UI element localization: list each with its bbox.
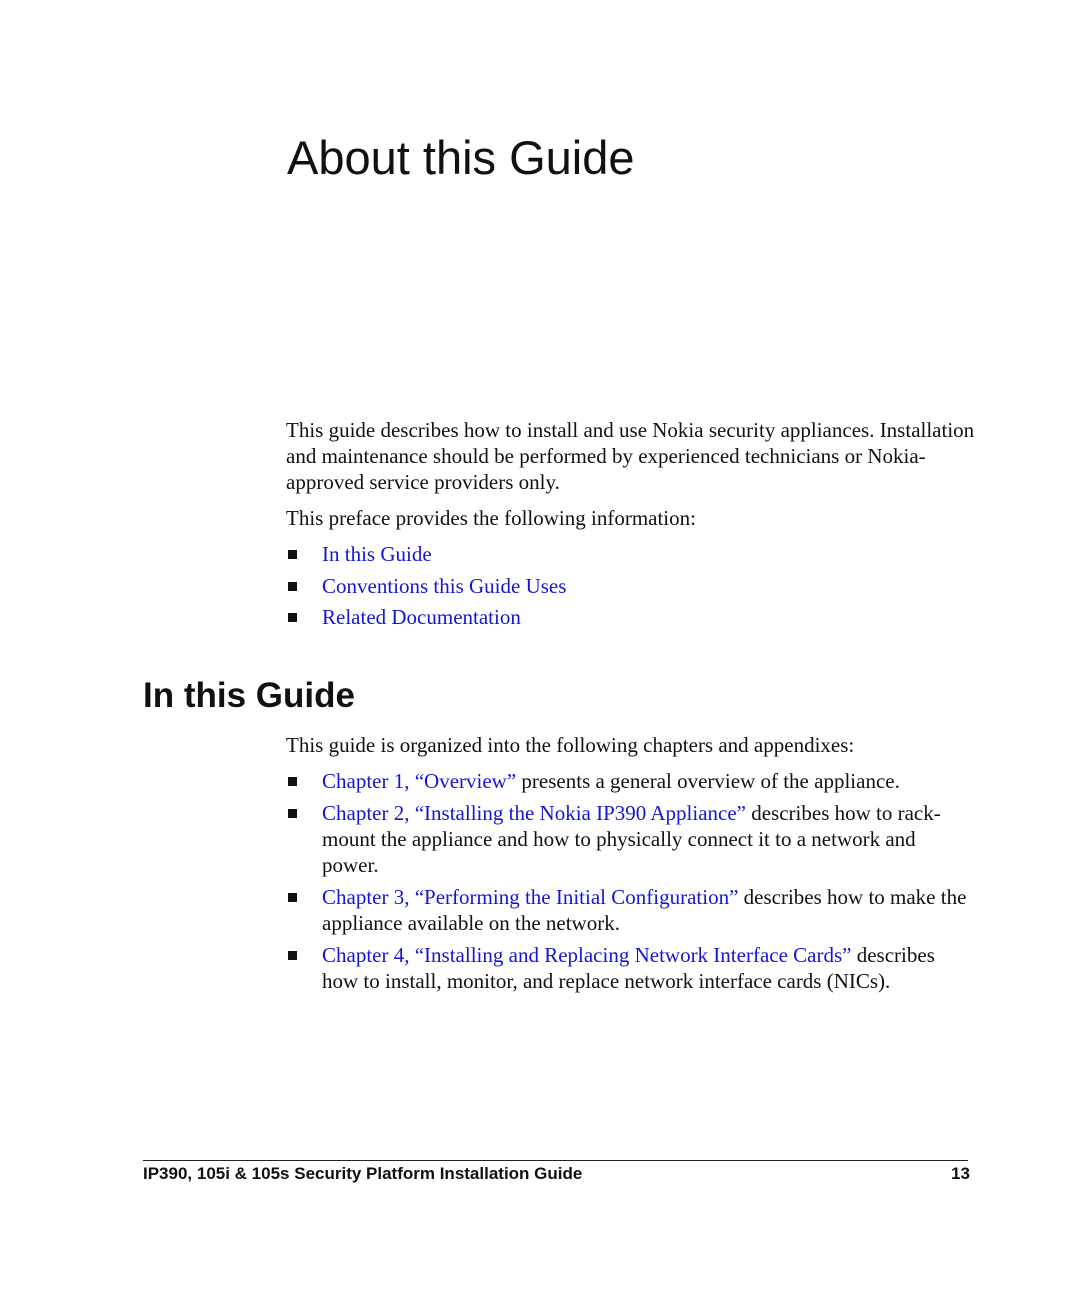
square-bullet-icon: [288, 893, 297, 902]
chapter-description: describes how to make the appliance available on the network.: [322, 885, 967, 935]
chapter-description: describes how to install, monitor, and replace network interface cards (NICs).: [322, 943, 935, 993]
chapter-3-link[interactable]: Chapter 3, “Performing the Initial Configuration”: [322, 885, 739, 909]
preface-link-list: [286, 541, 976, 636]
link-in-this-guide[interactable]: In this Guide: [322, 542, 432, 566]
chapter-list: [286, 768, 976, 1000]
square-bullet-icon: [288, 777, 297, 786]
list-item: [286, 942, 976, 994]
square-bullet-icon: [288, 582, 297, 591]
link-related-documentation[interactable]: Related Documentation: [322, 605, 521, 629]
chapter-1-link[interactable]: Chapter 1, “Overview”: [322, 769, 517, 793]
list-item: [286, 884, 976, 936]
chapter-description: presents a general overview of the appliance.: [516, 769, 900, 793]
chapter-description: describes how to rack-mount the appliance and how to physically connect it to a network and power.: [322, 801, 941, 877]
square-bullet-icon: [288, 550, 297, 559]
intro-paragraph: [286, 417, 986, 495]
list-item: [286, 800, 976, 878]
chapter-4-link[interactable]: Chapter 4, “Installing and Replacing Network Interface Cards”: [322, 943, 852, 967]
list-item: [286, 768, 976, 794]
square-bullet-icon: [288, 951, 297, 960]
section-heading: In this Guide: [143, 676, 355, 715]
page-number: 13: [951, 1164, 970, 1183]
footer-title: IP390, 105i & 105s Security Platform Installation Guide: [143, 1164, 583, 1183]
preface-lead: This preface provides the following information:: [286, 506, 696, 530]
section-intro: This guide is organized into the following chapters and appendixes:: [286, 733, 855, 757]
square-bullet-icon: [288, 613, 297, 622]
page-title: About this Guide: [287, 131, 635, 184]
list-item: [286, 604, 976, 636]
link-conventions[interactable]: Conventions this Guide Uses: [322, 573, 567, 598]
list-item: [286, 541, 976, 573]
intro-text: This guide describes how to install and use Nokia security appliances. Installation and maintenance should be performed by experienced technicians or Nokia-approved service providers only.: [286, 418, 975, 494]
square-bullet-icon: [288, 809, 297, 818]
list-item: [286, 573, 976, 605]
chapter-2-link[interactable]: Chapter 2, “Installing the Nokia IP390 Appliance”: [322, 801, 746, 825]
footer-divider: [143, 1160, 968, 1161]
